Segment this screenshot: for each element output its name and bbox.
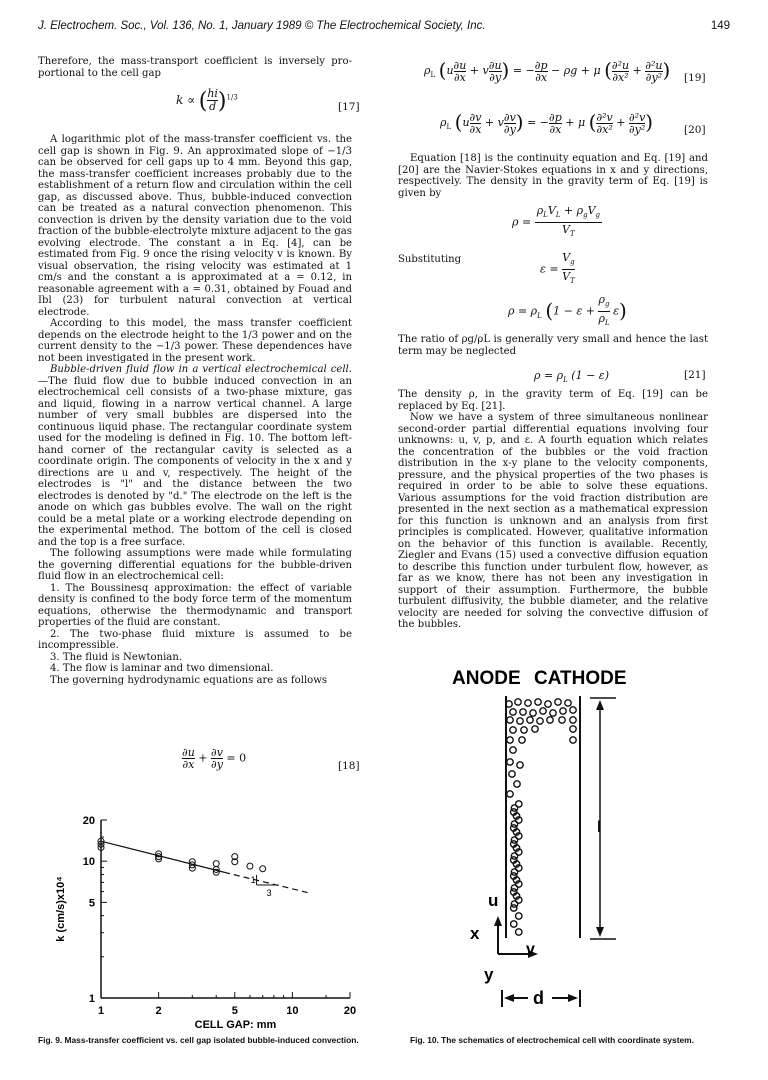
- x-axis-label: CELL GAP: mm: [194, 1019, 277, 1030]
- bubble: [560, 708, 566, 714]
- right-column-text-1: [398, 153, 708, 199]
- u-label: u: [488, 891, 499, 910]
- equation-17: k ∝ ( $\frac{hi}{d}$ )$^{1/3}$: [176, 87, 238, 114]
- bubble: [515, 699, 521, 705]
- paragraph: The ratio of ρg/ρL is generally very small and hence the last term may be neglected: [398, 334, 708, 357]
- bubble: [570, 726, 576, 732]
- section-heading: Bubble-driven fluid flow in a vertical electrochemical cell.: [50, 364, 352, 375]
- bubble: [547, 717, 553, 723]
- y-tick-label: 10: [82, 856, 95, 869]
- bubble: [565, 700, 571, 706]
- bubble: [555, 699, 561, 705]
- arrow-right-icon: [568, 994, 578, 1002]
- chart-plot-area: [55, 815, 356, 1030]
- substituting-label: [398, 254, 498, 266]
- x-tick-label: 5: [231, 1005, 238, 1017]
- bubble: [570, 737, 576, 743]
- paragraph: Equation [18] is the continuity equation and Eq. [19] and [20] are the Navier-Stokes equations in x and y directions, respectively. The density in the gravity term of Eq. [19] is given by: [398, 153, 708, 199]
- bubble: [511, 921, 517, 927]
- x-tick-label: 20: [343, 1005, 357, 1017]
- assumption-1: 1. The Boussinesq approximation: the effect of variable density is confined to the body force term of the momentum equations, otherwise the thermodynamic and transport properties of the fluid are constant.: [38, 582, 352, 628]
- right-column-text-3: [398, 389, 708, 631]
- bubble: [509, 771, 515, 777]
- data-point: [247, 863, 253, 869]
- right-column-text-2: [398, 334, 708, 357]
- figure-9-caption: Fig. 9. Mass-transfer coefficient vs. cell gap isolated bubble-induced convection.: [38, 1035, 359, 1045]
- paragraph-text: —The fluid flow due to bubble induced convection in an electrochemical cell consists of a two-phase mixture, gas and liquid, flowing in a narrow vertical channel. A large number of very small bubbles are dispersed into the continuous liquid phase. The rectangular coordinate system used for the modeling is defined in Fig. 10. The bottom left-hand corner of the rectangular cavity is selected as a coordinate origin. The components of velocity in the x and y directions are u and v, respectively. The height of the electrodes is "l" and the distance between the two electrodes is denoted by "d." The electrode on the left is the anode on which gas bubbles evolve. The wall on the right could be a metal plate or a working electrode depending on the experimental method. The bottom of the cell is closed and the top is a free surface.: [38, 375, 352, 548]
- paragraph: [38, 364, 352, 548]
- arrow-up-icon: [494, 916, 502, 926]
- paragraph: Therefore, the mass-transport coefficient is inversely pro-portional to the cell gap: [38, 56, 352, 79]
- x-label: x: [470, 924, 480, 943]
- paragraph: Substituting: [398, 254, 462, 265]
- y-label: y: [484, 965, 494, 984]
- bubble: [520, 709, 526, 715]
- paragraph: The governing hydrodynamic equations are as follows: [50, 674, 328, 686]
- bubble: [507, 717, 513, 723]
- paragraph: Now we have a system of three simultaneous nonlinear second-order partial differential equations involving four unknowns: u, v, p, and ε. A fourth equation which relates the concentration of the bubbles or the void fraction distribution in the x-y plane to the velocity components, pressure, and the physical properties of the two phases is required in order to be able to solve these equations. Various assumptions for the void fraction distribution are presented in the next section as a mathematical expression for this function is unknown and an analysis from first principles is complicated. However, qualitative information on the behavior of this function is available. Recently, Ziegler and Evans (15) used a convective diffusion equation to describe this function under turbulent flow, however, as far as we know, there has not been any investigation in support of their assumption. Furthermore, the bubble turbulent diffusivity, the bubble diameter, and the relative velocity are needed for solving the convective diffusion of the bubbles.: [398, 412, 708, 630]
- bubble: [519, 737, 525, 743]
- v-label: v: [526, 941, 535, 958]
- bubble: [516, 913, 522, 919]
- assumption-3: 3. The fluid is Newtonian.: [50, 651, 183, 663]
- arrow-head-up-icon: [596, 700, 604, 710]
- y-tick-label: 5: [88, 897, 95, 910]
- page-header: [38, 20, 730, 32]
- equation-number: [19]: [684, 72, 706, 84]
- paragraph: The following assumptions were made while formulating the governing differential equations for the bubble-driven fluid flow in an electrochemical cell:: [38, 548, 352, 582]
- anode-label: ANODE: [452, 668, 521, 689]
- bubble: [532, 726, 538, 732]
- slope-label: 3: [266, 887, 272, 898]
- bubble: [550, 710, 556, 716]
- equation-number: [20]: [684, 124, 706, 136]
- paragraph: A logarithmic plot of the mass-transfer coefficient vs. the cell gap is shown in Fig. 9. An approximated slope of −1/3 can be observed for cell gaps up to 4 mm. Beyond this gap, the mass-transfer coefficient increases probably due to the establishment of a return flow and circulation within the cell gap, as discussed above. Thus, bubble-induced convection can be treated as a natural convection phenomenon. This convection is driven by the density variation due to the void fraction of the bubble-electrolyte mixture adjacent to the gas evolving electrode. The constant a in Eq. [4], can be estimated from Fig. 9 once the rising velocity v is known. By visual observation, the rising velocity was estimated at 1 cm/s and the constant a is approximated at a = 0.12, in reasonable agreement with a = 0.31, obtained by Fouad and Ibl (23) for turbulent natural convection at vertical electrode.: [38, 134, 352, 318]
- bubble: [570, 707, 576, 713]
- bubble: [511, 905, 517, 911]
- equation-number: [21]: [684, 369, 706, 381]
- bubble: [507, 759, 513, 765]
- equation-number: [17]: [338, 101, 360, 113]
- left-column-body: [38, 134, 352, 686]
- equation-19: $\rho_L$ (u $\frac{\partial u}{\partial x}$ + v $\frac{\partial u}{\partial y}$ ) = − $\frac{\partial p}{\partial x}$ − ρg + μ ( $\frac{\text{∂²u}}{\text{∂x²}}$ + $\frac{\text{∂²u}}{\text{∂y²}}$ ): [424, 58, 671, 84]
- left-column-top: [38, 56, 352, 79]
- bubble: [559, 717, 565, 723]
- density-substituted-equation: $\rho = \rho_L$ (1 − ε + $\frac{\rho_g}{\rho_L}$ ε): [508, 293, 627, 328]
- y-tick-label: 1: [88, 993, 95, 1005]
- paragraph: The density ρ, in the gravity term of Eq. [19] can be replaced by Eq. [21].: [398, 389, 708, 412]
- bubble: [510, 727, 516, 733]
- y-axis-label: k (cm/s)x10⁴: [55, 876, 67, 942]
- x-tick-label: 2: [155, 1005, 162, 1017]
- figure-10-caption: Fig. 10. The schematics of electrochemical cell with coordinate system.: [410, 1035, 694, 1045]
- bubble: [570, 717, 576, 723]
- trend-line: [101, 841, 224, 872]
- gap-label: d: [533, 988, 544, 1008]
- height-label: l: [597, 819, 601, 836]
- equation-21: $\rho = \rho_L$ (1 − ε): [534, 369, 610, 385]
- figure-10-schematic: [440, 662, 660, 1047]
- page-number: 149: [710, 20, 730, 32]
- figure-9-chart: [40, 800, 380, 1030]
- bubble: [510, 747, 516, 753]
- bubble: [517, 762, 523, 768]
- bubble: [514, 781, 520, 787]
- y-tick-label: 20: [82, 815, 95, 827]
- data-point: [260, 866, 266, 872]
- bubble: [516, 929, 522, 935]
- density-equation: ρ = $\rho_LV_L + \rho_gV_g$ $V_T$: [512, 204, 601, 239]
- void-fraction-equation: ε = $\frac{V_g}{V_T}$: [540, 251, 575, 286]
- equation-number: [18]: [338, 760, 360, 772]
- x-tick-label: 1: [97, 1005, 105, 1017]
- bubble: [545, 701, 551, 707]
- bubble-cloud: [506, 699, 576, 935]
- bubble: [527, 717, 533, 723]
- assumption-2: 2. The two-phase fluid mixture is assumed to be incompressible.: [38, 628, 352, 651]
- bubble: [540, 708, 546, 714]
- bubble: [537, 718, 543, 724]
- bubble: [517, 718, 523, 724]
- bubble: [507, 791, 513, 797]
- x-tick-label: 10: [286, 1005, 299, 1017]
- assumption-4: 4. The flow is laminar and two dimensional.: [50, 663, 274, 674]
- paragraph: According to this model, the mass transfer coefficient depends on the electrode height to the 1/3 power and on the current density to the −1/3 power. These dependences have not been investigated in the present work.: [38, 318, 352, 364]
- equation-18: $\frac{\partial u}{\partial x}$ + $\frac{\partial v}{\partial y}$ = 0: [182, 746, 247, 771]
- data-point: [213, 861, 219, 867]
- equation-20: $\rho_L$ (u $\frac{\partial v}{\partial x}$ + v $\frac{\partial v}{\partial y}$ ) = − $\frac{\partial p}{\partial x}$ + μ ( $\frac{\text{∂²v}}{\text{∂x²}}$ + $\frac{\text{∂²v}}{\text{∂y²}}$ ): [440, 110, 654, 136]
- bubble: [530, 710, 536, 716]
- arrow-head-down-icon: [596, 927, 604, 937]
- bubble: [521, 727, 527, 733]
- bubble: [507, 737, 513, 743]
- cathode-label: CATHODE: [534, 668, 627, 689]
- slope-label: 1: [250, 874, 256, 885]
- arrow-left-icon: [504, 994, 514, 1002]
- bubble: [525, 700, 531, 706]
- bubble: [510, 709, 516, 715]
- journal-citation: J. Electrochem. Soc., Vol. 136, No. 1, January 1989 © The Electrochemical Society, Inc.: [38, 20, 486, 32]
- bubble: [535, 699, 541, 705]
